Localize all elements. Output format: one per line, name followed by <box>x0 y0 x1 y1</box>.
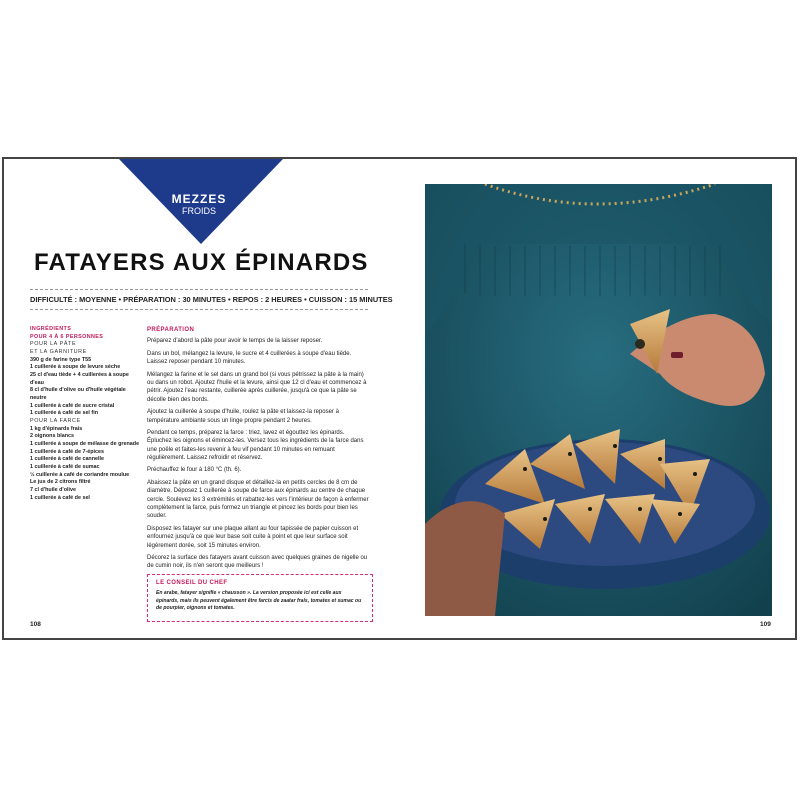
preparation-step: Décorez la surface des fatayers avant cuisson avec quelques graines de nigelle ou de cumin noir, ils n'en seront que meilleurs ! <box>147 554 368 570</box>
ingredient-item: 1 cuillerée à soupe de levure sèche <box>30 364 121 371</box>
recipe-photo <box>425 184 772 616</box>
farce-heading: POUR LA FARCE <box>30 418 81 425</box>
recipe-title: FATAYERS AUX ÉPINARDS <box>34 249 369 276</box>
preparation-heading: PRÉPARATION <box>147 327 195 333</box>
preparation-step: Pendant ce temps, préparez la farce : triez, lavez et égouttez les épinards. Épluchez les oignons et émincez-les. Versez tous les ingrédients de la farce dans une poêle et faites-les revenir à feu vif pendant 10 minutes en remuant régulièrement. Laissez refroidir et réservez. <box>147 429 364 462</box>
ingredient-item: 1 cuillerée à soupe de mélasse de grenade <box>30 441 140 448</box>
category-line-2: FROIDS <box>181 206 216 216</box>
chef-tip-box <box>147 574 373 622</box>
ingredient-item: 1 cuillerée à café de sucre cristal <box>30 402 115 409</box>
ingredient-item: ½ cuillerée à café de coriandre moulue <box>30 471 130 478</box>
ingredient-item: 1 cuillerée à café de 7-épices <box>30 448 105 455</box>
chef-tip-heading: LE CONSEIL DU CHEF <box>156 580 228 586</box>
ingredient-item: 8 cl d'huile d'olive ou d'huile végétale neutre <box>30 387 126 402</box>
page-number-left: 108 <box>30 621 41 628</box>
preparation-step: Mélangez la farine et le sel dans un grand bol (si vous pétrissez la pâte à la main) ou dans un robot. Ajoutez l'huile et la levure, ainsi que 12 cl d'eau et commencez à pétrir. Ajoutez l'eau restante, cuillerée après cuillerée, jusqu'à ce que la pâte se décolle bien des bords. <box>147 371 367 403</box>
ingredient-item: 1 cuillerée à café de cannelle <box>30 456 105 463</box>
recipe-meta: DIFFICULTÉ : MOYENNE • PRÉPARATION : 30 MINUTES • REPOS : 2 HEURES • CUISSON : 15 MINUTES <box>30 289 368 310</box>
preparation-step: Préchauffez le four à 180 °C (th. 6). <box>147 467 242 474</box>
ingredient-item: 7 cl d'huile d'olive <box>30 487 76 494</box>
ingredient-item: 1 cuillerée à café de sel fin <box>30 410 99 417</box>
preparation-step: Ajoutez la cuillerée à soupe d'huile, roulez la pâte et laissez-la reposer à température ambiante sous un linge propre pendant 2 heures. <box>147 409 339 424</box>
book-spread <box>2 157 797 640</box>
page-number-right: 109 <box>760 621 771 628</box>
ingredients-column <box>30 326 142 502</box>
ingredient-item: 1 cuillerée à café de sel <box>30 494 90 501</box>
chef-tip-text: En arabe, fatayer signifie « chausson ». La version proposée ici est celle aux épinards, mais ils peuvent également être farcis de zaatar frais, tomates et sumac ou de pourpier, oignons et tomates. <box>156 590 362 612</box>
preparation-column <box>147 326 369 575</box>
preparation-step: Préparez d'abord la pâte pour avoir le temps de la laisser reposer. <box>147 338 323 345</box>
dough-heading-1: POUR LA PÂTE <box>30 341 77 348</box>
preparation-step: Abaissez la pâte en un grand disque et détaillez-la en petits cercles de 8 cm de diamètre. Déposez 1 cuillerée à soupe de farce aux épinards au centre de chaque cercle. Soulevez les 3 extrémités et rabattez-les vers l'intérieur de façon à enfermer complètement la farce, puis formez un triangle et pincez les bords pour bien les souder. <box>147 479 369 520</box>
dough-heading-2: ET LA GARNITURE <box>30 349 87 356</box>
preparation-step: Dans un bol, mélangez la levure, le sucre et 4 cuillerées à soupe d'eau tiède. Laissez reposer pendant 10 minutes. <box>147 350 352 366</box>
category-label <box>139 193 259 216</box>
ingredient-item: Le jus de 2 citrons filtré <box>30 479 91 486</box>
ingredient-item: 1 kg d'épinards frais <box>30 425 83 432</box>
ingredient-item: 390 g de farine type T55 <box>30 356 92 363</box>
preparation-step: Disposez les fatayer sur une plaque allant au four tapissée de papier cuisson et enfournez jusqu'à ce que leur base soit cuite à point et que leur surface soit légèrement dorée, soit 15 minutes environ. <box>147 525 359 549</box>
ingredient-item: 25 cl d'eau tiède + 4 cuillerées à soupe d'eau <box>30 372 129 386</box>
category-line-1: MEZZES <box>171 192 227 206</box>
ingredients-heading: INGRÉDIENTS <box>30 326 72 332</box>
ingredient-item: 1 cuillerée à café de sumac <box>30 464 100 471</box>
ingredients-servings: POUR 4 À 6 PERSONNES <box>30 333 104 340</box>
photo-illustration <box>425 184 772 616</box>
ingredient-item: 2 oignons blancs <box>30 433 75 440</box>
